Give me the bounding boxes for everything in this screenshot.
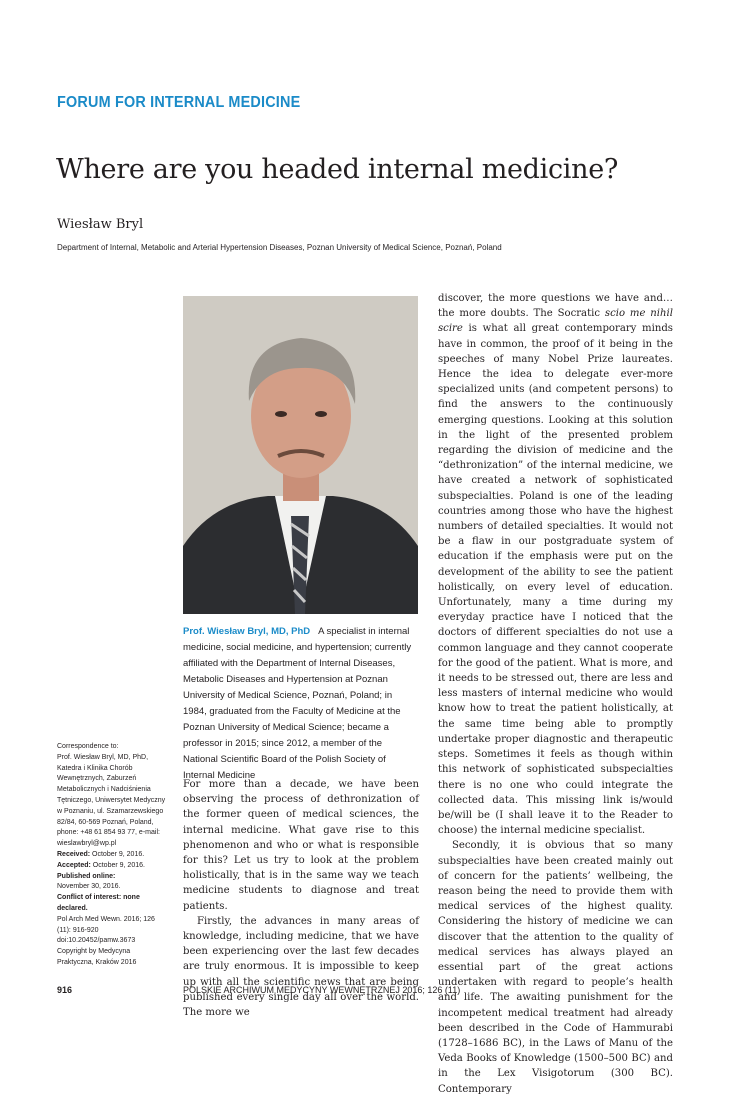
copyright: Copyright by Medycyna Praktyczna, Kraków 2016 [57,948,137,966]
caption-text: A specialist in internal medicine, social medicine, and hypertension; currently affiliated with the Department of Internal Diseases, Metabolic Diseases and Hypertension at Poznan University of Medical Science, Poznań, Poland; in 1984, graduated from the Faculty of Medicine at the Poznan University of Medical Science; became a professor in 2015; since 2012, a member of the National Scientific Board of the Polish Society of Internal Medicine [183,626,412,781]
accepted-date: October 9, 2016. [92,861,145,869]
citation: Pol Arch Med Wewn. 2016; 126 (11): 916-920 [57,915,155,934]
body-text: is what all great contemporary minds have in common, the proof of it being in the speeches of many Nobel Prize laureates. Hence the idea to delegate ever-more specialized units (and competent persons) to find the answers to the continuously emerging questions. Looking at this solution in the light of the presented problem regarding the division of medicine and the “dethronization” of the internal medicine, we have created a network of sophisticated subspecialties. Poland is one of the leading countries among those who have the highest numbers of detailed specialties. It would not be a flaw in our postgraduate system of education if the emphasis were put on the development of the ability to see the patient holistically, on every level of education. Unfortunately, many a time during my everyday practice have I noticed that the doctors of different specialties do not use a common language and they cannot cooperate for the good of the patient. What is more, and it needs to be stressed out, there are less and less masters of internal medicine who would know how to treat the patient holistically, at the same time being able to promptly undertake proper diagnostic and therapeutic steps. Sometimes it feels as though within this network of sophisticated subspecialties there is no one who could integrate the collected data. This missing link is/would be/will be (I shall leave it to the Reader to choose) the internal medicine specialist. [438,323,673,837]
published-date: November 30, 2016. [57,883,121,891]
page-number: 916 [57,985,73,995]
section-label: FORUM FOR INTERNAL MEDICINE [57,94,301,111]
received-line [57,850,167,861]
body-paragraph: For more than a decade, we have been observing the process of dethronization of the former queen of medical sciences, the internal medicine. What gave rise to this phenomenon and who or what is responsible for this? Let us try to look at the problem holistically, that is in the same way we teach medicine students to diagnose and treat patients. [183,779,419,912]
latin-phrase: scio me nihil scire [438,308,673,335]
author-affiliation: Department of Internal, Metabolic and Arterial Hypertension Diseases, Poznan University of Medical Science, Poznań, Poland [57,243,502,252]
body-column-1 [183,777,419,1020]
doi: doi:10.20452/pamw.3673 [57,937,136,945]
received-date: October 9, 2016. [92,850,145,858]
body-column-2 [438,291,673,1097]
correspondence-label: Correspondence to: [57,743,119,750]
correspondence-text: Prof. Wiesław Bryl, MD, PhD, Katedra i Klinika Chorób Wewnętrznych, Zaburzeń Metabolicznych i Nadciśnienia Tętniczego, Uniwersytet Medyczny w Poznaniu, ul. Szamarzewskiego 82/84, 60-569 Poznań, Poland, phone: +48 61 854 93 77, e-mail: wieslawbryl@wp.pl [57,753,166,848]
caption-name: Prof. Wiesław Bryl, MD, PhD [183,626,311,637]
correspondence-sidebar [57,742,167,969]
accepted-label: Accepted: [57,861,91,869]
accepted-line [57,861,167,872]
journal-footer: POLSKIE ARCHIWUM MEDYCYNY WEWNĘTRZNEJ 2016; 126 (11) [183,985,461,995]
portrait-photo [183,296,418,614]
conflict-of-interest: Conflict of interest: none declared. [57,894,140,912]
published-label: Published online: [57,872,116,880]
body-text: discover, the more questions we have and… the more doubts. The Socratic [438,293,673,320]
author-name: Wiesław Bryl [57,217,144,232]
portrait-illustration [183,296,418,614]
received-label: Received: [57,850,91,858]
article-title: Where are you headed internal medicine? [56,154,619,185]
body-paragraph: Secondly, it is obvious that so many subspecialties have been created mainly out of concern for the patients’ wellbeing, the reason being the need to provide them with medical services of the highest quality. Considering the history of medicine we can discover that the attention to the quality of medical services has always played an essential part of the great actions undertaken with regard to people’s health and life. The awaiting punishment for the incompetent medical treatment had already been described in the Code of Hammurabi (1728–1686 BC), in the Laws of Manu of the Veda Books of Knowledge (1500–500 BC) and in the Lex Visigotorum (300 BC). Contemporary [438,840,673,1095]
photo-caption [183,624,415,784]
body-paragraph: Firstly, the advances in many areas of knowledge, including medicine, that we have been experiencing over the last few decades are truly enormous. It is impossible to keep up with all the scientific news that are being published every single day all over the world. The more we [183,915,419,1019]
body-paragraph [438,291,673,838]
